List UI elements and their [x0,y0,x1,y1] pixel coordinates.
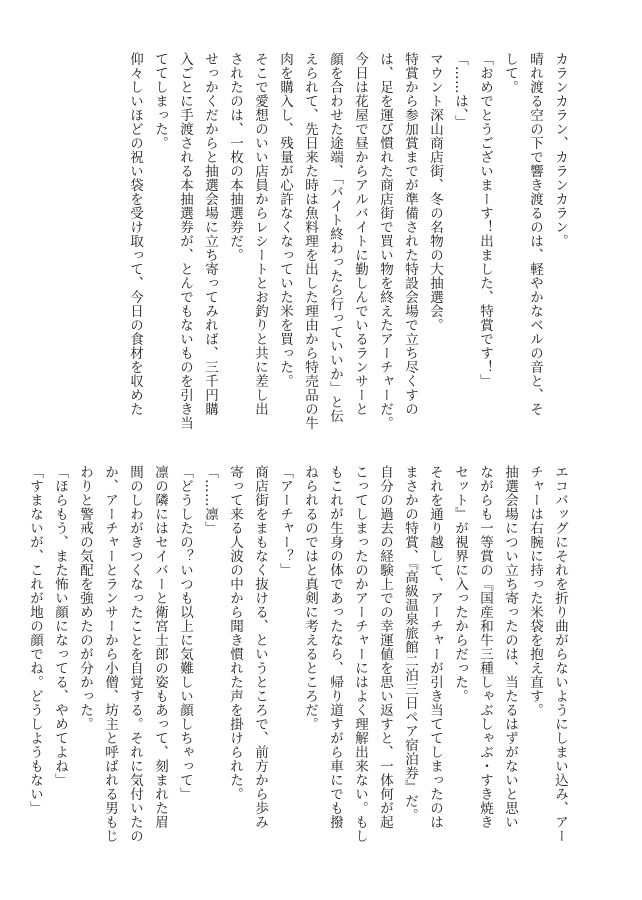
text-line: カランカラン、カランカラン。 [552,52,568,248]
text-line: 「……は、」 [452,52,468,130]
text-line: 「すまないが、これが地の顔でね。どうしようもない」 [27,465,43,815]
text-line: 顔を合わせた途端、「バイト終わったら行っていいか」と伝 [327,52,343,424]
text-line: 「ほらもう、また怖い顔になってる、やめてよね」 [52,465,68,787]
text-line: 抽選会場につい立ち寄ったのは、当たるはずがないと思い [502,465,518,829]
text-line: せっかくだからと抽選会場に立ち寄ってみれば、三千円購 [202,52,218,416]
text-line: こってしまったのかアーチャーにはよく理解出来ない。もし [352,465,368,843]
text-line: まさかの特賞、『高級温泉旅館二泊三日ペア宿泊券』だ。 [402,465,418,823]
text-line: 晴れ渡る空の下で響き渡るのは、軽やかなベルの音と、そ [527,52,543,416]
text-line: それを通り越して、アーチャーが引き当ててしまったのは [427,465,443,829]
text-line: 自分の過去の経験上での幸運値を思い返すと、一体何が起 [377,465,393,829]
text-line: わりと警戒の気配を強めたのが分かった。 [77,465,93,731]
text-line: 寄って来る人波の中から聞き慣れた声を掛けられた。 [227,465,243,801]
text-line: 商店街をまもなく抜ける、というところで、前方から歩み [252,465,268,829]
text-line: 間のしわがきつくなったことを自覚する。それに気付いたの [127,465,143,843]
text-line: 今日は花屋で昼からアルバイトに勤しんでいるランサーと [352,52,368,416]
text-line: 「おめでとうございまーす！出ました、特賞です！」 [477,52,493,388]
text-line: 「どうしたの？いつも以上に気難しい顔しちゃって」 [177,465,193,801]
text-line: マウント深山商店街、冬の名物の大抽選会。 [427,52,443,332]
text-line: もこれが生身の体であったなら、帰り道すがら車にでも撥 [327,465,343,829]
text-line: えられて、先日来た時は魚料理を出した理由から特売品の牛 [302,52,318,430]
text-line: 特賞から参加賞までが準備された特設会場で立ち尽くすの [402,52,418,416]
text-line: ながらも一等賞の『国産和牛三種しゃぶしゃぶ・すき焼き [477,465,493,829]
text-line: ねられるのではと真剣に考えるところだ。 [302,465,318,731]
upper-text-block [122,52,572,430]
text-line: されたのは、一枚の本抽選券だ。 [227,52,243,262]
text-line: ててしまった。 [152,52,168,150]
text-line: して。 [502,52,518,94]
text-line: 「……凛」 [202,465,218,535]
text-line: チャーは右腕に持った米袋を抱え直す。 [527,465,543,717]
text-line: エコバッグにそれを折り曲がらないようにしまい込み、アー [552,465,568,843]
text-line: は、足を運び慣れた商店街で買い物を終えたアーチャーだ。 [377,52,393,430]
lower-text-block [22,465,572,843]
text-line: 肉を購入し、残量が心許なくなっていた米を買った。 [277,52,293,388]
text-line: セット』が視界に入ったからだった。 [452,465,468,703]
text-line: か、アーチャーとランサーから小僧、坊主と呼ばれる男もじ [102,465,118,843]
text-line: 「アーチャー？」 [277,465,293,577]
text-line: 仰々しいほどの祝い袋を受け取って、今日の食材を収めた [127,52,143,416]
text-line: 入ごとに手渡される本抽選券が、とんでもないものを引き当 [177,52,193,430]
text-line: そこで愛想のいい店員からレシートとお釣りと共に差し出 [252,52,268,416]
text-line: 凛の隣にはセイバーと衛宮士郎の姿もあって、刻まれた眉 [152,465,168,829]
